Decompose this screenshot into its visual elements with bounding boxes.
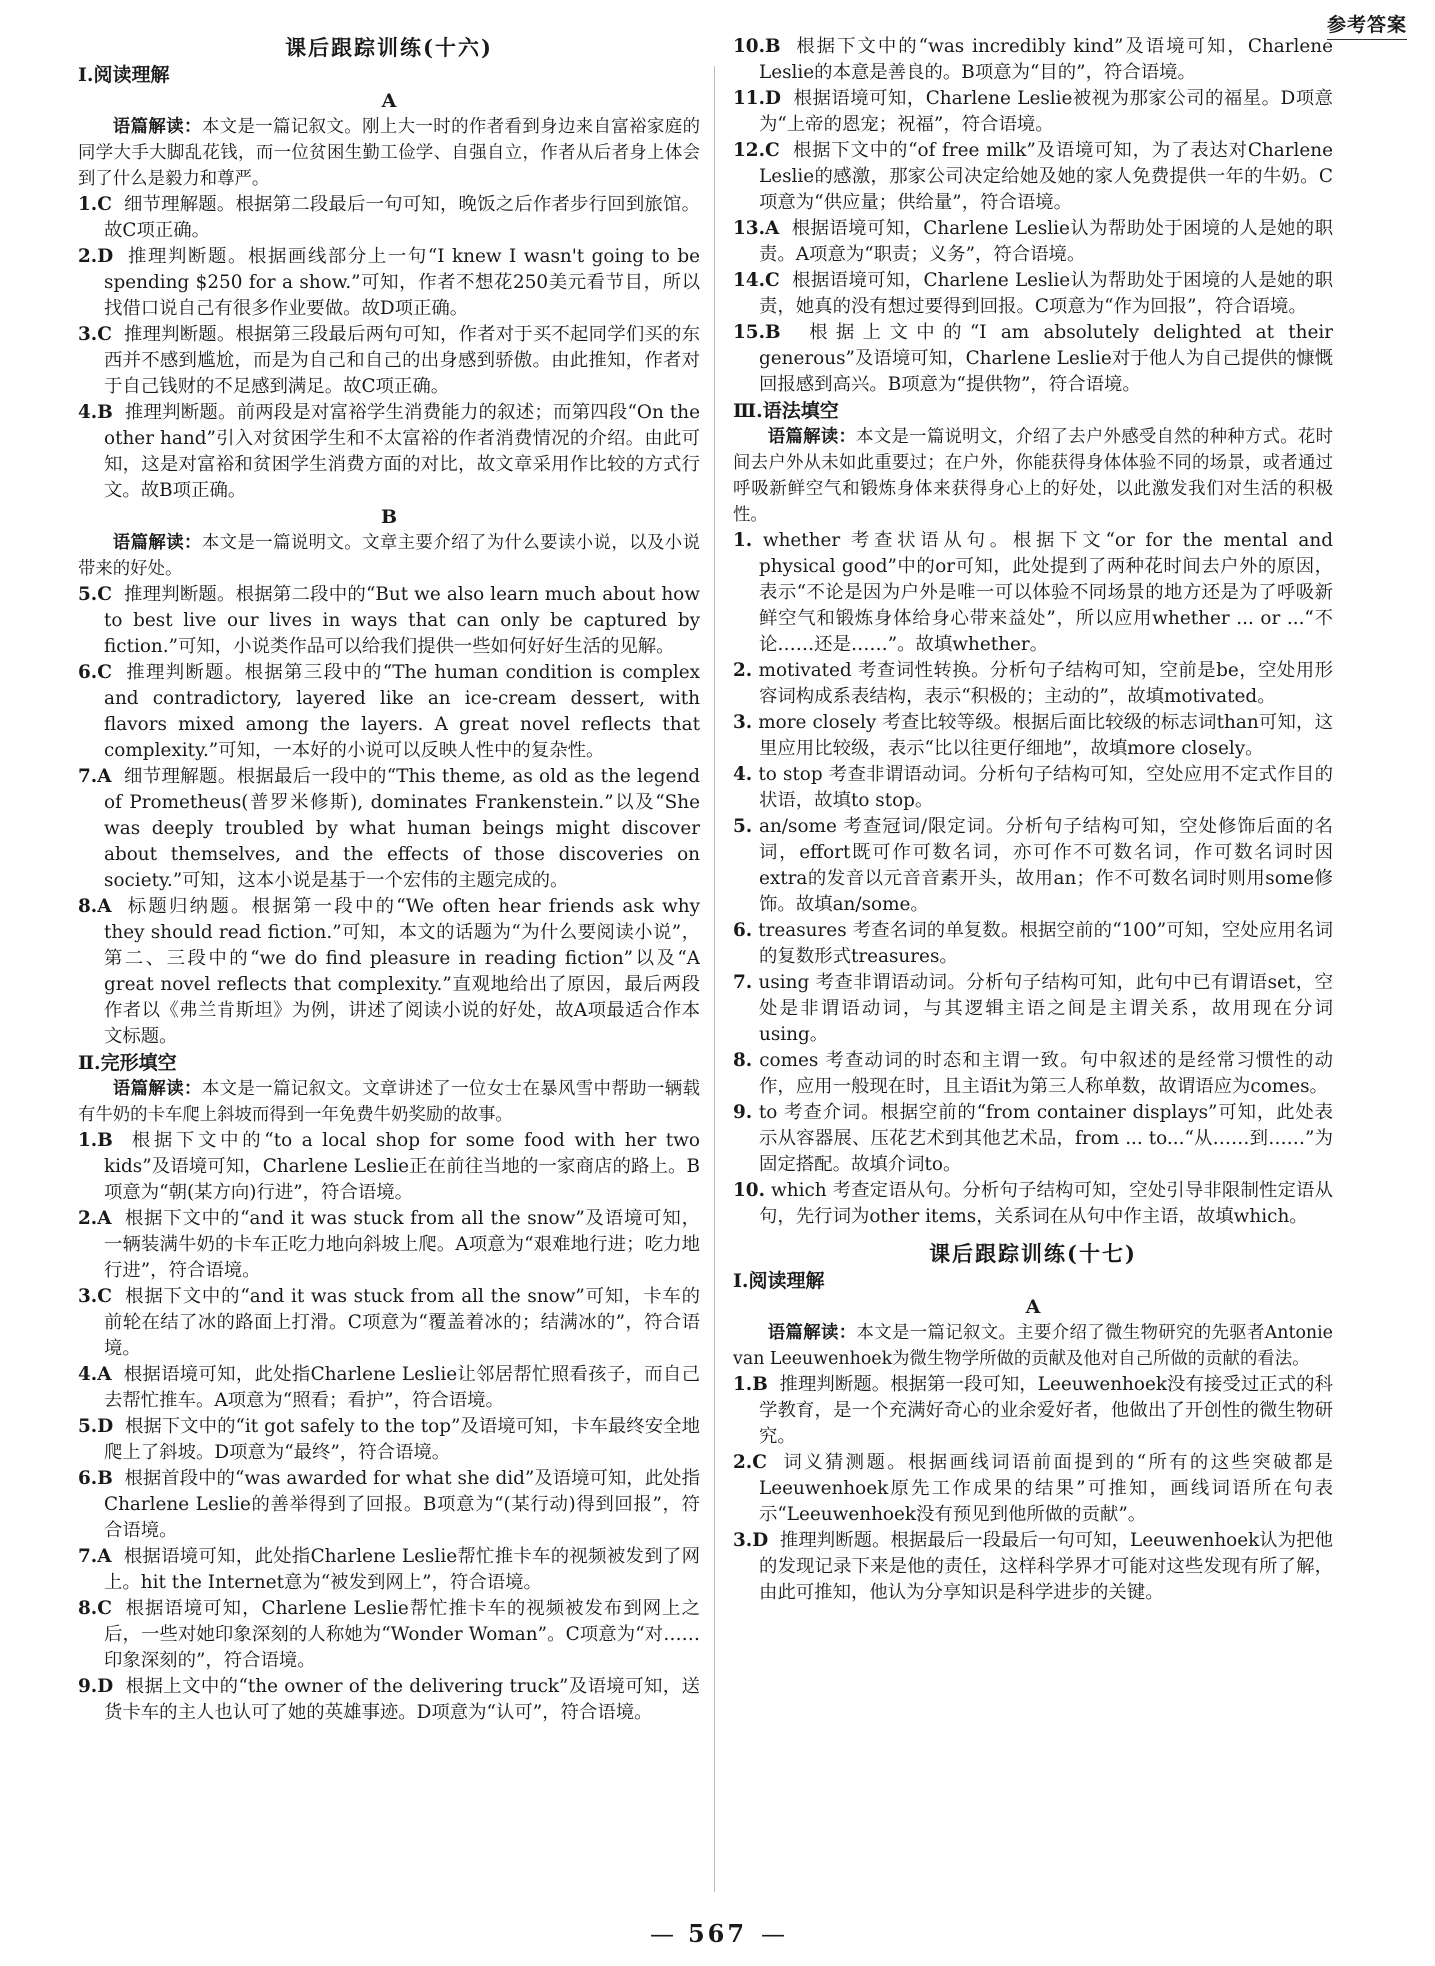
answer-number: 8.: [733, 1050, 753, 1071]
answer-number: 14.C: [733, 270, 780, 291]
answer-number: 4.B: [78, 402, 113, 423]
answer-text: comes 考查动词的时态和主谓一致。句中叙述的是经常习惯性的动作，应用一般现在时，且主语it为第三人称单数，故谓语应为comes。: [759, 1050, 1333, 1097]
grammar-answers: [733, 528, 1333, 1230]
answer-item: [78, 894, 700, 1050]
answer-text: 根据下文中的“was incredibly kind”及语境可知，Charlene Leslie的本意是善良的。B项意为“目的”，符合语境。: [759, 36, 1333, 83]
answer-item: [733, 1528, 1333, 1606]
summary-text: 本文是一篇记叙文。刚上大一时的作者看到身边来自富裕家庭的同学大手大脚乱花钱，而一位贫困生勤工俭学、自强自立，作者从后者身上体会到了什么是毅力和尊严。: [78, 117, 700, 189]
dash-right: —: [761, 1920, 786, 1948]
summary-text: 本文是一篇说明文，介绍了去户外感受自然的种种方式。花时间去户外从未如此重要过；在户外，你能获得身体体验不同的场景，或者通过呼吸新鲜空气和锻炼身体来获得身心上的好处，以此激发我们对生活的积极性。: [733, 427, 1333, 525]
section-cloze: Ⅱ.完形填空: [78, 1052, 177, 1074]
answer-number: 7.: [733, 972, 753, 993]
right-column: [733, 34, 1333, 1902]
answer-number: 1.C: [78, 194, 112, 215]
answer-number: 13.A: [733, 218, 780, 239]
answer-item: [733, 34, 1333, 86]
answer-item: [78, 582, 700, 660]
answer-number: 6.B: [78, 1468, 113, 1489]
answer-item: [733, 658, 1333, 710]
answer-item: [733, 86, 1333, 138]
answer-item: [733, 918, 1333, 970]
answer-text: 标题归纳题。根据第一段中的“We often hear friends ask why they should read fiction.”可知，本文的话题为“为什么要阅读小说”，第二、三段中的“we do find pleasure in reading fiction”以及“A great novel reflects that complexity.”直观地给出了原因，最后两段作者以《弗兰肯斯坦》为例，讲述了阅读小说的好处，故A项最适合作本文标题。: [104, 896, 700, 1047]
answer-number: 5.D: [78, 1416, 114, 1437]
answer-text: which 考查定语从句。分析句子结构可知，空处引导非限制性定语从句，先行词为other items，关系词在从句中作主语，故填which。: [759, 1180, 1333, 1227]
answer-number: 6.: [733, 920, 753, 941]
cloze-summary: [78, 1076, 700, 1128]
answer-item: [733, 762, 1333, 814]
answer-text: to 考查介词。根据空前的“from container displays”可知，此处表示从容器展、压花艺术到其他艺术品，from ... to...“从……到……”为固定搭配。故填介词to。: [758, 1102, 1333, 1175]
answer-text: whether 考查状语从句。根据下文“or for the mental and physical good”中的or可知，此处提到了两种花时间去户外的原因，表示“不论是因为户外是唯一可以体验不同场景的地方还是为了呼吸新鲜空气和锻炼身体给身心带来益处”，所以应用whether ... or ...“不论……还是……”。故填whether。: [759, 530, 1333, 655]
answer-item: [78, 400, 700, 504]
answer-number: 10.: [733, 1180, 765, 1201]
answer-text: 根据语境可知，此处指Charlene Leslie让邻居帮忙照看孩子，而自己去帮忙推车。A项意为“照看；看护”，符合语境。: [104, 1364, 700, 1411]
answer-number: 8.A: [78, 896, 112, 917]
answer-number: 9.D: [78, 1676, 114, 1697]
answer-item: [78, 660, 700, 764]
answer-number: 3.: [733, 712, 753, 733]
answer-text: 词义猜测题。根据画线词语前面提到的“所有的这些突破都是Leeuwenhoek原先工作成果的结果”可推知，画线词语所在句表示“Leeuwenhoek没有预见到他所做的贡献”。: [759, 1452, 1333, 1525]
summary-label: 语篇解读：: [112, 1079, 202, 1099]
answer-text: motivated 考查词性转换。分析句子结构可知，空前是be，空处用形容词构成系表结构，表示“积极的；主动的”，故填motivated。: [758, 660, 1333, 707]
answer-number: 7.A: [78, 1546, 112, 1567]
passage-a2-summary: [733, 1320, 1333, 1372]
answer-number: 15.B: [733, 322, 781, 343]
passage-b-summary: [78, 530, 700, 582]
answer-number: 2.A: [78, 1208, 112, 1229]
answer-item: [78, 1414, 700, 1466]
answer-text: 根据语境可知，此处指Charlene Leslie帮忙推卡车的视频被发到了网上。hit the Internet意为“被发到网上”，符合语境。: [104, 1546, 700, 1593]
answer-text: 推理判断题。根据第二段中的“But we also learn much about how to best live our lives in ways that can only be captured by fiction.”可知，小说类作品可以给我们提供一些如何好好生活的见解。: [104, 584, 700, 657]
answer-item: [733, 970, 1333, 1048]
answer-item: [78, 1206, 700, 1284]
answer-text: 根据语境可知，Charlene Leslie认为帮助处于困境的人是她的职责，她真的没有想过要得到回报。C项意为“作为回报”，符合语境。: [759, 270, 1333, 317]
answer-text: using 考查非谓语动词。分析句子结构可知，此句中已有谓语set，空处是非谓语动词，与其逻辑主语之间是主谓关系，故用现在分词using。: [758, 972, 1333, 1045]
answer-number: 4.: [733, 764, 753, 785]
answer-text: 推理判断题。根据画线部分上一句“I knew I wasn't going to be spending $250 for a show.”可知，作者不想花250美元看节目，所以找借口说自己有很多作业要做。故D项正确。: [104, 246, 700, 319]
answer-text: 推理判断题。根据第三段最后两句可知，作者对于买不起同学们买的东西并不感到尴尬，而是为自己和自己的出身感到骄傲。由此推知，作者对于自己钱财的不足感到满足。故C项正确。: [104, 324, 700, 397]
answer-text: 根据语境可知，Charlene Leslie认为帮助处于困境的人是她的职责。A项意为“职责；义务”，符合语境。: [759, 218, 1333, 265]
answer-item: [733, 268, 1333, 320]
page-number-value: 567: [687, 1919, 748, 1948]
summary-label: 语篇解读：: [112, 117, 202, 137]
dash-left: —: [649, 1920, 674, 1948]
answer-item: [78, 1128, 700, 1206]
answer-text: an/some 考查冠词/限定词。分析句子结构可知，空处修饰后面的名词，effort既可作可数名词，亦可作不可数名词，作可数名词时因extra的发音以元音音素开头，故用an；作不可数名词时则用some修饰。故填an/some。: [759, 816, 1333, 915]
passage-a-answers: [78, 192, 700, 504]
answer-text: 根据下文中的“it got safely to the top”及语境可知，卡车最终安全地爬上了斜坡。D项意为“最终”，符合语境。: [104, 1416, 700, 1463]
answer-item: [733, 1048, 1333, 1100]
passage-b-answers: [78, 582, 700, 1050]
answer-item: [733, 1178, 1333, 1230]
passage-a-label: A: [381, 90, 397, 112]
answer-number: 3.C: [78, 324, 112, 345]
spacer: [733, 1230, 1333, 1240]
answer-text: 推理判断题。前两段是对富裕学生消费能力的叙述；而第四段“On the other hand”引入对贫困学生和不太富裕的作者消费情况的介绍。由此可知，这是对富裕和贫困学生消费方面的对比，故文章采用作比较的方式行文。故B项正确。: [104, 402, 700, 501]
answer-item: [78, 1466, 700, 1544]
passage-a2-label: A: [1025, 1296, 1041, 1318]
answer-number: 12.C: [733, 140, 780, 161]
answer-item: [733, 528, 1333, 658]
summary-label: 语篇解读：: [767, 1323, 857, 1343]
answer-item: [733, 710, 1333, 762]
answer-text: 细节理解题。根据第二段最后一句可知，晚饭之后作者步行回到旅馆。故C项正确。: [104, 194, 700, 241]
answer-number: 3.C: [78, 1286, 112, 1307]
summary-label: 语篇解读：: [112, 533, 202, 553]
answer-number: 2.D: [78, 246, 114, 267]
answer-text: 根据下文中的“and it was stuck from all the snow”可知，卡车的前轮在结了冰的路面上打滑。C项意为“覆盖着冰的；结满冰的”，符合语境。: [104, 1286, 700, 1359]
passage-a-summary: [78, 114, 700, 192]
section-reading-2: Ⅰ.阅读理解: [733, 1270, 825, 1292]
answer-number: 7.A: [78, 766, 112, 787]
answer-number: 1.B: [78, 1130, 113, 1151]
answer-text: 根据下文中的“of free milk”及语境可知，为了表达对Charlene Leslie的感激，那家公司决定给她及她的家人免费提供一年的牛奶。C项意为“供应量；供给量”，符合语境。: [759, 140, 1333, 213]
answer-item: [78, 1596, 700, 1674]
header-answer-key: 参考答案: [1327, 10, 1407, 40]
answer-item: [78, 192, 700, 244]
exercise-title-16: 课后跟踪训练(十六): [285, 35, 493, 60]
answer-text: treasures 考查名词的单复数。根据空前的“100”可知，空处应用名词的复数形式treasures。: [758, 920, 1333, 967]
answer-text: more closely 考查比较等级。根据后面比较级的标志词than可知，这里应用比较级，表示“比以往更仔细地”，故填more closely。: [758, 712, 1333, 759]
answer-number: 6.C: [78, 662, 112, 683]
answer-text: 推理判断题。根据第一段可知，Leeuwenhoek没有接受过正式的科学教育，是一个充满好奇心的业余爱好者，他做出了开创性的微生物研究。: [759, 1374, 1333, 1447]
summary-text: 本文是一篇说明文。文章主要介绍了为什么要读小说，以及小说带来的好处。: [78, 533, 700, 579]
answer-text: 推理判断题。根据最后一段最后一句可知，Leeuwenhoek认为把他的发现记录下来是他的责任，这样科学界才可能对这些发现有所了解，由此可推知，他认为分享知识是科学进步的关键。: [759, 1530, 1333, 1603]
answer-item: [733, 216, 1333, 268]
answer-number: 3.D: [733, 1530, 769, 1551]
column-divider: [714, 66, 715, 1892]
exercise-title-17: 课后跟踪训练(十七): [929, 1241, 1137, 1266]
answer-text: 根据语境可知，Charlene Leslie被视为那家公司的福星。D项意为“上帝的恩宠；祝福”，符合语境。: [759, 88, 1333, 135]
answer-item: [78, 244, 700, 322]
answer-text: 根据上文中的“I am absolutely delighted at their generous”及语境可知，Charlene Leslie对于他人为自己提供的慷慨回报感到高兴。B项意为“提供物”，符合语境。: [759, 322, 1333, 395]
answer-item: [78, 1362, 700, 1414]
answer-item: [733, 1450, 1333, 1528]
grammar-summary: [733, 424, 1333, 528]
page-number: [0, 1919, 1435, 1948]
answer-number: 11.D: [733, 88, 781, 109]
cloze-answers: [78, 1128, 700, 1726]
answer-number: 4.A: [78, 1364, 112, 1385]
answer-number: 10.B: [733, 36, 781, 57]
answer-item: [733, 1100, 1333, 1178]
passage-b-label: B: [380, 506, 398, 528]
answer-text: 细节理解题。根据最后一段中的“This theme, as old as the legend of Prometheus(普罗米修斯), dominates Frankenstein.”以及“She was deeply troubled by what human beings might discover about themselves, and the effects of those discoveries on society.”可知，这本小说是基于一个宏伟的主题完成的。: [104, 766, 700, 891]
summary-label: 语篇解读：: [767, 427, 857, 447]
answer-text: 根据上文中的“the owner of the delivering truck”及语境可知，送货卡车的主人也认可了她的英雄事迹。D项意为“认可”，符合语境。: [104, 1676, 700, 1723]
answer-number: 1.B: [733, 1374, 768, 1395]
answer-item: [78, 1544, 700, 1596]
answer-text: 根据下文中的“and it was stuck from all the snow”及语境可知，一辆装满牛奶的卡车正吃力地向斜坡上爬。A项意为“艰难地行进；吃力地行进”，符合语境。: [104, 1208, 700, 1281]
answer-item: [733, 1372, 1333, 1450]
passage-a2-answers: [733, 1372, 1333, 1606]
answer-item: [733, 320, 1333, 398]
answer-item: [78, 322, 700, 400]
answer-number: 1.: [733, 530, 753, 551]
answer-number: 2.: [733, 660, 753, 681]
answer-number: 5.: [733, 816, 753, 837]
answer-number: 5.C: [78, 584, 112, 605]
left-column: [78, 34, 700, 1902]
answer-text: 根据语境可知，Charlene Leslie帮忙推卡车的视频被发布到网上之后，一些对她印象深刻的人称她为“Wonder Woman”。C项意为“对……印象深刻的”，符合语境。: [104, 1598, 700, 1671]
answer-text: 根据下文中的“to a local shop for some food with her two kids”及语境可知，Charlene Leslie正在前往当地的一家商店的路上。B项意为“朝(某方向)行进”，符合语境。: [104, 1130, 700, 1203]
answer-item: [78, 1674, 700, 1726]
answer-item: [733, 814, 1333, 918]
summary-text: 本文是一篇记叙文。文章讲述了一位女士在暴风雪中帮助一辆载有牛奶的卡车爬上斜坡而得到一年免费牛奶奖励的故事。: [78, 1079, 700, 1125]
answer-number: 2.C: [733, 1452, 767, 1473]
answer-item: [78, 1284, 700, 1362]
answer-text: 根据首段中的“was awarded for what she did”及语境可知，此处指Charlene Leslie的善举得到了回报。B项意为“(某行动)得到回报”，符合语境。: [104, 1468, 700, 1541]
answer-number: 8.C: [78, 1598, 112, 1619]
answer-item: [78, 764, 700, 894]
summary-text: 本文是一篇记叙文。主要介绍了微生物研究的先驱者Antonie van Leeuwenhoek为微生物学所做的贡献及他对自己所做的贡献的看法。: [733, 1323, 1333, 1369]
answer-text: 推理判断题。根据第三段中的“The human condition is complex and contradictory, layered like an ice-cream dessert, with flavors mixed among the layers. A great novel reflects that complexity.”可知，一本好的小说可以反映人性中的复杂性。: [104, 662, 700, 761]
section-reading: Ⅰ.阅读理解: [78, 64, 170, 86]
answer-number: 9.: [733, 1102, 753, 1123]
cloze-answers-continued: [733, 34, 1333, 398]
section-grammar: Ⅲ.语法填空: [733, 400, 839, 422]
answer-text: to stop 考查非谓语动词。分析句子结构可知，空处应用不定式作目的状语，故填to stop。: [758, 764, 1333, 811]
answer-item: [733, 138, 1333, 216]
